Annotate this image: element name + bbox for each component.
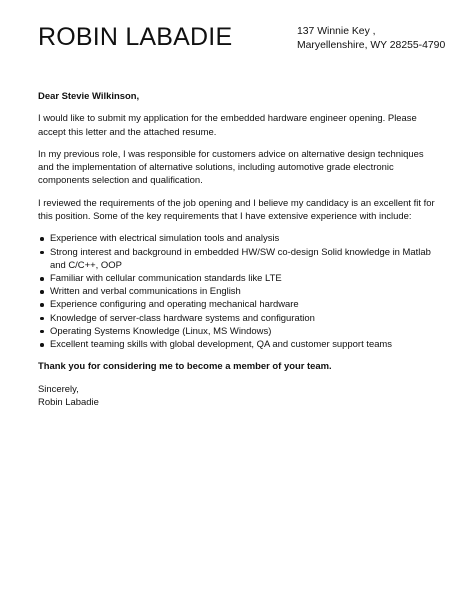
list-item: Experience with electrical simulation tools and analysis (38, 232, 440, 245)
greeting: Dear Stevie Wilkinson, (38, 91, 140, 102)
paragraph-requirements: I reviewed the requirements of the job opening and I believe my candidacy is an excellent fit for this position. Some of the key requirements that I have extensive experience with include: (38, 197, 435, 222)
paragraph-intro: I would like to submit my application for the embedded hardware engineer opening. Please accept this letter and the attached resume. (38, 113, 417, 138)
list-item: Strong interest and background in embedded HW/SW co-design Solid knowledge in Matlab and C/C++, OOP (38, 246, 440, 272)
list-item: Experience configuring and operating mechanical hardware (38, 298, 440, 311)
address-line-2: Maryellenshire, WY 28255-4790 (297, 40, 446, 52)
address-line-1: 137 Winnie Key , (297, 26, 376, 37)
closing-salutation: Sincerely, (38, 383, 79, 395)
applicant-name: ROBIN LABADIE (38, 23, 233, 51)
list-item: Operating Systems Knowledge (Linux, MS Windows) (38, 325, 440, 338)
list-item: Excellent teaming skills with global development, QA and customer support teams (38, 338, 440, 351)
list-item: Written and verbal communications in English (38, 285, 440, 298)
paragraph-previous-role: In my previous role, I was responsible for customers advice on alternative design techniques and the implementation of alternative solutions, including automotive grade electronic components selection and qualification. (38, 148, 424, 187)
list-item: Familiar with cellular communication standards like LTE (38, 272, 440, 285)
list-item: Knowledge of server-class hardware systems and configuration (38, 312, 440, 325)
letter-body (38, 90, 440, 409)
requirements-list (38, 232, 440, 351)
signature-name: Robin Labadie (38, 396, 99, 408)
thank-you-line: Thank you for considering me to become a member of your team. (38, 361, 332, 373)
closing-block (38, 383, 440, 409)
applicant-address (297, 25, 445, 53)
